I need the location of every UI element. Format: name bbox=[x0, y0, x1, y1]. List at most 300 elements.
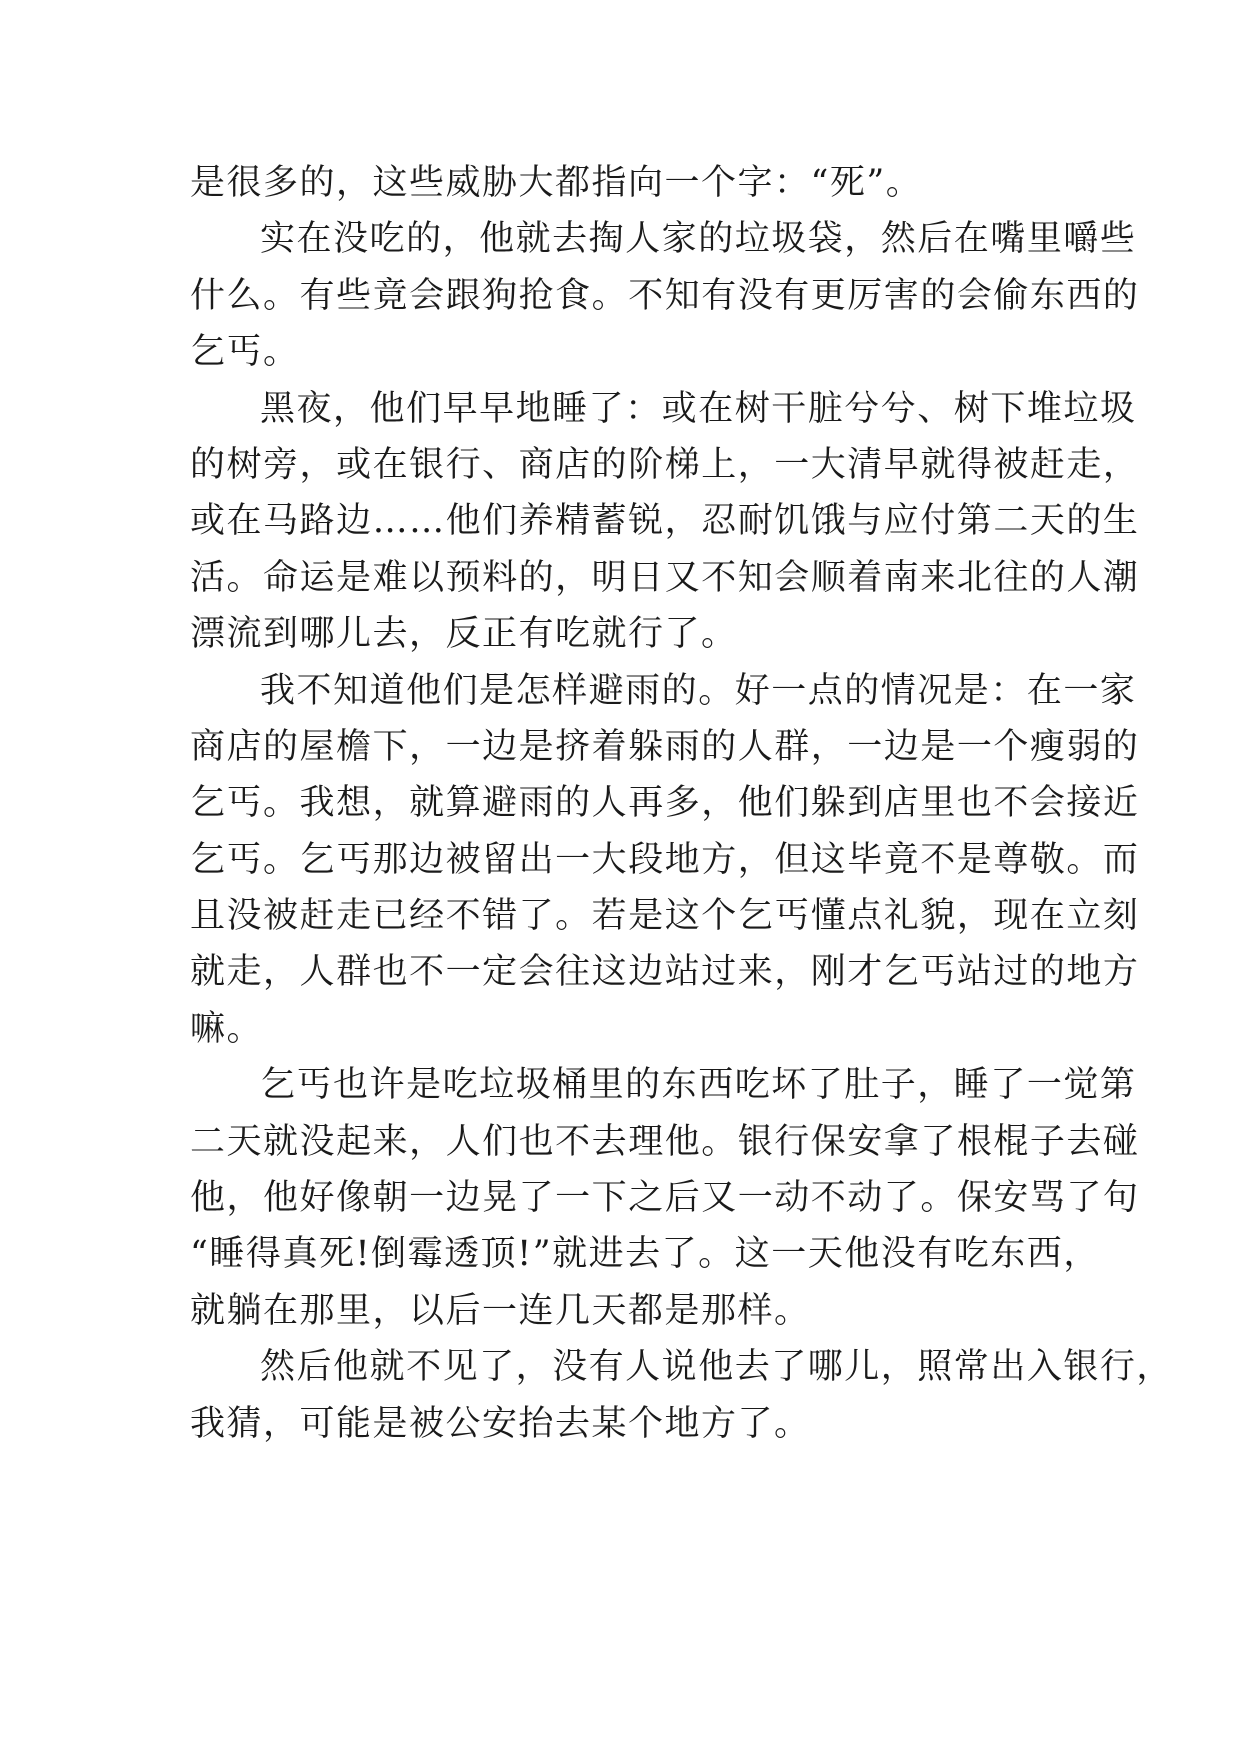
text-char: 乞 bbox=[190, 783, 227, 824]
text-char: 会 bbox=[518, 952, 556, 993]
text-char: 一 bbox=[555, 1178, 592, 1219]
text-char: 尊 bbox=[993, 839, 1030, 880]
text-char: 屋 bbox=[299, 726, 337, 767]
text-char: 敬 bbox=[1029, 839, 1067, 880]
text-char: 的 bbox=[1066, 501, 1103, 542]
text-char: 商 bbox=[518, 444, 556, 485]
text-char: ， bbox=[737, 839, 775, 880]
text-char: 乞 bbox=[883, 952, 921, 993]
text-char: 一 bbox=[1026, 1065, 1064, 1106]
text-char: 接 bbox=[1066, 783, 1103, 824]
text-char: 银 bbox=[409, 444, 446, 485]
text-line bbox=[190, 211, 1137, 267]
text-char: 更 bbox=[810, 275, 848, 316]
text-char: 大 bbox=[810, 444, 848, 485]
text-char: 安 bbox=[993, 1178, 1030, 1219]
text-char: 若 bbox=[591, 896, 629, 937]
text-char: 然 bbox=[880, 219, 918, 260]
text-char: 一 bbox=[771, 1234, 808, 1275]
text-char: 他 bbox=[698, 1347, 735, 1388]
text-char: 或 bbox=[336, 444, 373, 485]
text-char: 着 bbox=[847, 557, 884, 598]
text-char: 真 bbox=[282, 1234, 319, 1275]
text-char: 常 bbox=[953, 1347, 991, 1388]
text-char: 是 bbox=[336, 557, 373, 598]
text-char: 句 bbox=[1102, 1178, 1140, 1219]
text-char: ， bbox=[442, 219, 480, 260]
text-char: 会 bbox=[774, 557, 811, 598]
text-char: 的 bbox=[263, 726, 300, 767]
text-char: 生 bbox=[1102, 501, 1140, 542]
text-char: 跟 bbox=[445, 275, 483, 316]
text-char: ， bbox=[917, 1065, 954, 1106]
text-char: 忍 bbox=[701, 501, 738, 542]
text-char: 饥 bbox=[774, 501, 811, 542]
text-char: 得 bbox=[956, 444, 994, 485]
text-char: 赶 bbox=[1029, 444, 1067, 485]
text-char: 清 bbox=[847, 444, 884, 485]
text-char: 睡 bbox=[552, 388, 589, 429]
text-char: 霉 bbox=[407, 1234, 445, 1275]
text-char: 。 bbox=[1066, 839, 1103, 880]
text-char: 不 bbox=[701, 557, 738, 598]
text-char: 的 bbox=[190, 444, 227, 485]
text-char: 避 bbox=[588, 670, 626, 711]
text-char: 边 bbox=[628, 952, 665, 993]
text-char: 不 bbox=[445, 896, 483, 937]
text-char: 西 bbox=[1026, 1234, 1064, 1275]
text-char: 在 bbox=[698, 388, 735, 429]
text-char: 天 bbox=[1029, 501, 1067, 542]
text-char: 在 bbox=[953, 219, 991, 260]
text-char: 貌 bbox=[920, 896, 957, 937]
text-char: 拿 bbox=[883, 1121, 921, 1162]
text-char: 东 bbox=[661, 1065, 699, 1106]
text-char: 着 bbox=[591, 726, 629, 767]
text-char: 的 bbox=[625, 1065, 662, 1106]
text-char: 是 bbox=[518, 726, 556, 767]
text-char: 耐 bbox=[737, 501, 775, 542]
text-char: 刻 bbox=[1102, 896, 1140, 937]
text-char: 早 bbox=[883, 444, 921, 485]
text-char: 个 bbox=[993, 726, 1030, 767]
text-char: 觉 bbox=[1063, 1065, 1100, 1106]
text-char: 里 bbox=[588, 1065, 626, 1106]
text-char: 往 bbox=[555, 952, 592, 993]
text-char: 后 bbox=[917, 219, 954, 260]
text-char: 些 bbox=[336, 275, 373, 316]
text-char: 说 bbox=[661, 1347, 699, 1388]
text-char: 然 bbox=[260, 1347, 297, 1388]
text-char: 。 bbox=[698, 1234, 735, 1275]
text-char: 经 bbox=[409, 896, 446, 937]
text-char: 被 bbox=[445, 839, 483, 880]
text-char: 骂 bbox=[1029, 1178, 1067, 1219]
text-line bbox=[190, 268, 1140, 324]
text-char: 树 bbox=[226, 444, 264, 485]
text-line bbox=[190, 381, 1137, 437]
text-char: 嘴 bbox=[990, 219, 1027, 260]
text-char: 人 bbox=[737, 726, 775, 767]
text-char: 付 bbox=[920, 501, 957, 542]
text-char: 了 bbox=[920, 1121, 957, 1162]
text-char: 第 bbox=[956, 501, 994, 542]
text-char: 锐 bbox=[628, 501, 665, 542]
text-char: 了 bbox=[883, 1178, 921, 1219]
text-char: 明 bbox=[591, 557, 629, 598]
text-char: ， bbox=[701, 783, 738, 824]
text-char: 下 bbox=[372, 726, 410, 767]
text-char: 黑 bbox=[260, 388, 297, 429]
text-char: 安 bbox=[847, 1121, 884, 1162]
text-char: 有 bbox=[774, 275, 811, 316]
text-char: 边 bbox=[482, 726, 519, 767]
text-line: 是很多的，这些威胁大都指向一个字：“死”。 bbox=[190, 163, 923, 203]
text-char: 在 bbox=[1026, 670, 1064, 711]
text-line: 乞丐。 bbox=[190, 332, 300, 373]
text-char: ， bbox=[810, 726, 848, 767]
text-char: 料 bbox=[482, 557, 519, 598]
text-char: 一 bbox=[956, 726, 994, 767]
text-char: 食 bbox=[555, 275, 592, 316]
text-char: 日 bbox=[628, 557, 665, 598]
text-char: ， bbox=[774, 952, 811, 993]
text-char: 去 bbox=[1066, 1121, 1103, 1162]
text-char: 丐 bbox=[336, 839, 373, 880]
text-char: 坏 bbox=[771, 1065, 808, 1106]
text-char: 一 bbox=[774, 444, 811, 485]
text-char: 不 bbox=[628, 275, 665, 316]
text-char: 垃 bbox=[479, 1065, 516, 1106]
text-char: 垃 bbox=[1063, 388, 1100, 429]
text-char: 吃 bbox=[442, 1065, 480, 1106]
text-char: 的 bbox=[701, 726, 738, 767]
text-char: 照 bbox=[917, 1347, 954, 1388]
text-char: 一 bbox=[445, 952, 483, 993]
text-char: 这 bbox=[810, 839, 848, 880]
text-char: 竟 bbox=[372, 275, 410, 316]
text-char: 一 bbox=[555, 839, 592, 880]
text-char: 没 bbox=[333, 219, 370, 260]
text-char: 的 bbox=[518, 557, 556, 598]
text-char: 边 bbox=[883, 726, 921, 767]
text-char: ， bbox=[555, 557, 592, 598]
text-char: 的 bbox=[844, 670, 881, 711]
text-char: 已 bbox=[372, 896, 410, 937]
text-char: 的 bbox=[406, 219, 443, 260]
text-char: 走 bbox=[1066, 444, 1103, 485]
text-char: 好 bbox=[734, 670, 772, 711]
text-char: 后 bbox=[664, 1178, 702, 1219]
text-line bbox=[190, 550, 1140, 606]
text-line bbox=[190, 1339, 1173, 1395]
text-char: 没 bbox=[299, 1121, 337, 1162]
text-char: ! bbox=[517, 1234, 533, 1275]
text-char: 实 bbox=[260, 219, 297, 260]
text-char: 像 bbox=[336, 1178, 373, 1219]
text-char: 蓄 bbox=[591, 501, 629, 542]
text-char: ， bbox=[226, 1178, 264, 1219]
text-char: 圾 bbox=[1099, 388, 1137, 429]
text-char: 兮 bbox=[844, 388, 881, 429]
text-char: 人 bbox=[591, 783, 629, 824]
text-char: ， bbox=[1102, 444, 1140, 485]
text-char: 不 bbox=[920, 839, 957, 880]
text-char: 不 bbox=[406, 1347, 443, 1388]
text-char: 见 bbox=[442, 1347, 480, 1388]
text-char: 行 bbox=[774, 1121, 811, 1162]
text-char: ” bbox=[532, 1234, 553, 1275]
text-char: 圾 bbox=[771, 219, 808, 260]
text-char: 得 bbox=[245, 1234, 283, 1275]
text-line bbox=[190, 888, 1140, 944]
text-char: 上 bbox=[701, 444, 738, 485]
text-char: 命 bbox=[263, 557, 300, 598]
text-char: 有 bbox=[917, 1234, 954, 1275]
text-char: “ bbox=[190, 1234, 210, 1275]
text-line bbox=[190, 775, 1140, 831]
text-char: 晃 bbox=[482, 1178, 519, 1219]
text-char: 难 bbox=[372, 557, 410, 598]
text-char: ， bbox=[737, 444, 775, 485]
text-char: 、 bbox=[482, 444, 519, 485]
text-char: 倒 bbox=[371, 1234, 408, 1275]
text-char: ， bbox=[515, 1347, 553, 1388]
text-char: 他 bbox=[333, 1347, 370, 1388]
text-char: 且 bbox=[190, 896, 227, 937]
text-char: ， bbox=[664, 501, 702, 542]
text-char: 不 bbox=[993, 783, 1030, 824]
text-char: 害 bbox=[883, 275, 921, 316]
text-char: 圾 bbox=[515, 1065, 553, 1106]
text-char: 他 bbox=[479, 219, 516, 260]
text-char: 梯 bbox=[664, 444, 702, 485]
text-char: 么 bbox=[226, 275, 264, 316]
text-char: 知 bbox=[737, 557, 775, 598]
text-char: 预 bbox=[445, 557, 483, 598]
text-char: 了 bbox=[479, 1347, 516, 1388]
text-char: 顶 bbox=[480, 1234, 518, 1275]
text-char: 二 bbox=[993, 501, 1030, 542]
text-char: 动 bbox=[774, 1178, 811, 1219]
text-char: 是 bbox=[920, 726, 957, 767]
text-char: 了 bbox=[661, 1234, 699, 1275]
text-char: 没 bbox=[880, 1234, 918, 1275]
text-char: 的 bbox=[591, 444, 629, 485]
text-char: 到 bbox=[847, 783, 884, 824]
text-char: 第 bbox=[1099, 1065, 1137, 1106]
text-line bbox=[190, 1057, 1137, 1113]
text-char: 了 bbox=[990, 1065, 1027, 1106]
text-char: 好 bbox=[299, 1178, 337, 1219]
text-char: 哪 bbox=[807, 1347, 845, 1388]
text-line bbox=[190, 832, 1140, 888]
text-char: 躲 bbox=[810, 783, 848, 824]
text-char: 又 bbox=[664, 557, 702, 598]
text-char: 是 bbox=[628, 896, 665, 937]
text-char: ， bbox=[263, 952, 300, 993]
text-char: 吃 bbox=[953, 1234, 991, 1275]
text-char: 东 bbox=[1029, 275, 1067, 316]
text-char: 饿 bbox=[810, 501, 848, 542]
text-char: 树 bbox=[734, 388, 772, 429]
text-char: 根 bbox=[956, 1121, 994, 1162]
text-char: 再 bbox=[628, 783, 665, 824]
text-char: 顺 bbox=[810, 557, 848, 598]
text-char: 。 bbox=[701, 1121, 738, 1162]
text-char: 马 bbox=[263, 501, 300, 542]
text-char: 群 bbox=[336, 952, 373, 993]
text-char: 丐 bbox=[774, 896, 811, 937]
text-char: 过 bbox=[701, 952, 738, 993]
text-char: 乞 bbox=[190, 839, 227, 880]
text-char: 棍 bbox=[993, 1121, 1030, 1162]
text-char: 的 bbox=[1029, 952, 1067, 993]
text-char: 人 bbox=[625, 219, 662, 260]
text-char: 儿 bbox=[844, 1347, 881, 1388]
text-char: 弱 bbox=[1066, 726, 1103, 767]
text-line bbox=[190, 1114, 1140, 1170]
text-char: 潮 bbox=[1102, 557, 1140, 598]
text-char: ， bbox=[409, 1121, 446, 1162]
text-char: 去 bbox=[552, 219, 589, 260]
text-char: 雨 bbox=[664, 726, 702, 767]
text-char: 东 bbox=[990, 1234, 1027, 1275]
text-char: 活 bbox=[190, 557, 227, 598]
text-char: 袋 bbox=[807, 219, 845, 260]
text-char: 了 bbox=[518, 1178, 556, 1219]
text-char: 错 bbox=[482, 896, 519, 937]
text-char: 边 bbox=[409, 839, 446, 880]
text-char: 他 bbox=[190, 1178, 227, 1219]
text-char: 里 bbox=[1026, 219, 1064, 260]
text-char: 地 bbox=[515, 388, 553, 429]
text-char: 地 bbox=[1066, 952, 1103, 993]
text-char: 精 bbox=[555, 501, 592, 542]
text-char: 有 bbox=[588, 1347, 626, 1388]
text-char: 商 bbox=[190, 726, 227, 767]
text-char: 他 bbox=[406, 670, 443, 711]
text-char: 定 bbox=[482, 952, 519, 993]
text-char: 是 bbox=[956, 839, 994, 880]
text-line bbox=[190, 437, 1140, 493]
text-char: 不 bbox=[409, 952, 446, 993]
text-char: 毕 bbox=[847, 839, 884, 880]
text-char: 有 bbox=[299, 275, 337, 316]
text-char: 后 bbox=[296, 1347, 334, 1388]
text-char: 干 bbox=[771, 388, 808, 429]
text-char: 礼 bbox=[883, 896, 921, 937]
text-line: 就躺在那里，以后一连几天都是那样。 bbox=[190, 1290, 811, 1331]
text-char: 抢 bbox=[518, 275, 556, 316]
text-char: 那 bbox=[372, 839, 410, 880]
text-char: 段 bbox=[628, 839, 665, 880]
text-char: 店 bbox=[226, 726, 264, 767]
text-char: 之 bbox=[628, 1178, 665, 1219]
text-char: ： bbox=[625, 388, 662, 429]
text-char: 但 bbox=[774, 839, 811, 880]
text-char: 旁 bbox=[263, 444, 300, 485]
text-char: 西 bbox=[1066, 275, 1103, 316]
text-char: 也 bbox=[333, 1065, 370, 1106]
text-char: 天 bbox=[807, 1234, 845, 1275]
text-char: 就 bbox=[515, 219, 553, 260]
text-char: 况 bbox=[917, 670, 954, 711]
text-char: 们 bbox=[442, 670, 480, 711]
text-char: 是 bbox=[406, 1065, 443, 1106]
text-char: 睡 bbox=[209, 1234, 246, 1275]
text-char: 碰 bbox=[1102, 1121, 1140, 1162]
text-char: 树 bbox=[953, 388, 991, 429]
text-char: 人 bbox=[445, 1121, 483, 1162]
text-char: 脏 bbox=[807, 388, 845, 429]
text-char: 怎 bbox=[515, 670, 553, 711]
text-char: 现 bbox=[993, 896, 1030, 937]
text-char: 没 bbox=[552, 1347, 589, 1388]
text-char: 被 bbox=[263, 896, 300, 937]
text-char: 在 bbox=[372, 444, 410, 485]
text-char: 路 bbox=[299, 501, 337, 542]
text-char: 刚 bbox=[810, 952, 848, 993]
text-line bbox=[190, 493, 1140, 549]
text-char: 了 bbox=[588, 388, 626, 429]
text-char: 留 bbox=[482, 839, 519, 880]
text-char: 里 bbox=[920, 783, 957, 824]
text-char: 一 bbox=[409, 1178, 446, 1219]
text-char: 在 bbox=[1029, 896, 1067, 937]
text-char: 些 bbox=[1099, 219, 1137, 260]
text-char: 们 bbox=[406, 388, 443, 429]
text-char: ， bbox=[372, 783, 410, 824]
text-char: 去 bbox=[734, 1347, 772, 1388]
text-char: 北 bbox=[956, 557, 994, 598]
text-char: 。 bbox=[263, 839, 300, 880]
text-char: 出 bbox=[990, 1347, 1027, 1388]
text-char: 垃 bbox=[734, 219, 772, 260]
text-char: 的 bbox=[1029, 557, 1067, 598]
text-char: 他 bbox=[737, 783, 775, 824]
text-char: 丐 bbox=[920, 952, 957, 993]
text-char: 透 bbox=[444, 1234, 481, 1275]
text-char: 店 bbox=[883, 783, 921, 824]
text-char: 走 bbox=[226, 952, 264, 993]
text-char: 他 bbox=[369, 388, 407, 429]
text-char: 了 bbox=[771, 1347, 808, 1388]
text-char: 不 bbox=[296, 670, 334, 711]
text-char: 以 bbox=[409, 557, 446, 598]
text-char: 知 bbox=[664, 275, 702, 316]
text-char: 家 bbox=[1099, 670, 1137, 711]
text-char: 来 bbox=[920, 557, 957, 598]
text-char: 丐 bbox=[226, 783, 264, 824]
text-char: 嚼 bbox=[1063, 219, 1100, 260]
text-char: 店 bbox=[555, 444, 592, 485]
text-char: 的 bbox=[698, 219, 735, 260]
text-char: ， bbox=[409, 726, 446, 767]
text-char: 我 bbox=[299, 783, 337, 824]
text-char: 往 bbox=[993, 557, 1030, 598]
text-char: 保 bbox=[810, 1121, 848, 1162]
text-char: 瘦 bbox=[1029, 726, 1067, 767]
text-char: 不 bbox=[555, 1121, 592, 1162]
text-char: 来 bbox=[737, 952, 775, 993]
text-char: 许 bbox=[369, 1065, 407, 1106]
text-line bbox=[190, 1226, 1100, 1282]
text-char: 大 bbox=[591, 839, 629, 880]
text-char: 点 bbox=[847, 896, 884, 937]
text-char: 没 bbox=[226, 896, 264, 937]
text-char: 竟 bbox=[883, 839, 921, 880]
